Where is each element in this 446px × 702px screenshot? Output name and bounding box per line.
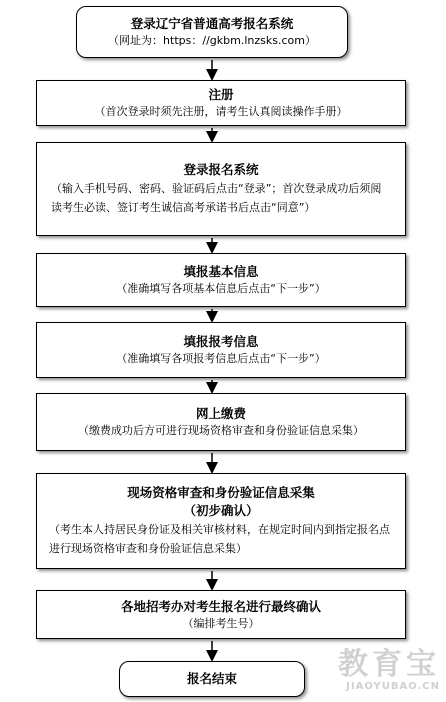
node-exam-info-title: 填报报考信息 <box>183 334 259 349</box>
node-register-title: 注册 <box>208 87 234 102</box>
node-login-title: 登录报名系统 <box>183 162 259 177</box>
node-onsite-title2: （初步确认） <box>183 503 259 518</box>
node-end <box>119 661 305 697</box>
node-register-sub: （首次登录时须先注册，请考生认真阅读操作手册） <box>94 105 348 118</box>
node-onsite <box>36 473 406 569</box>
node-onsite-sub: （考生本人持居民身份证及相关审核材料，在规定时间内到指定报名点进行现场资格审查和身份验证信息采集） <box>49 523 390 555</box>
watermark-text: 教育宝 <box>338 647 440 682</box>
watermark-sub: JIAOYUBAO.CN <box>346 681 440 692</box>
node-final-sub: （编排考生号） <box>182 616 260 630</box>
node-payment-title: 网上缴费 <box>195 406 246 421</box>
node-register <box>36 80 406 126</box>
node-exam-info <box>36 322 406 378</box>
node-payment <box>36 393 406 451</box>
node-login <box>36 142 406 236</box>
node-basic-info-sub: （准确填写各项基本信息后点击“下一步”） <box>116 282 326 295</box>
node-login-start <box>76 6 348 58</box>
node-login-start-title: 登录辽宁省普通高考报名系统 <box>130 16 294 31</box>
node-basic-info <box>36 253 406 307</box>
node-payment-sub: （缴费成功后方可进行现场资格审查和身份验证信息采集） <box>78 424 364 437</box>
node-end-title: 报名结束 <box>186 671 237 686</box>
node-login-sub: （输入手机号码、密码、验证码后点击“登录”；首次登录成功后须阅读考生必读、签订考生诚信高考承诺书后点击“同意”） <box>51 182 382 214</box>
node-exam-info-sub: （准确填写各项报考信息后点击“下一步”） <box>116 352 326 365</box>
watermark <box>338 649 440 692</box>
node-login-start-sub: （网址为：https：//gkbm.lnzsks.com） <box>108 34 316 47</box>
node-onsite-title: 现场资格审查和身份验证信息采集 <box>127 485 315 500</box>
node-final-title: 各地招考办对考生报名进行最终确认 <box>120 598 321 614</box>
node-basic-info-title: 填报基本信息 <box>183 264 259 279</box>
node-final <box>36 590 406 639</box>
